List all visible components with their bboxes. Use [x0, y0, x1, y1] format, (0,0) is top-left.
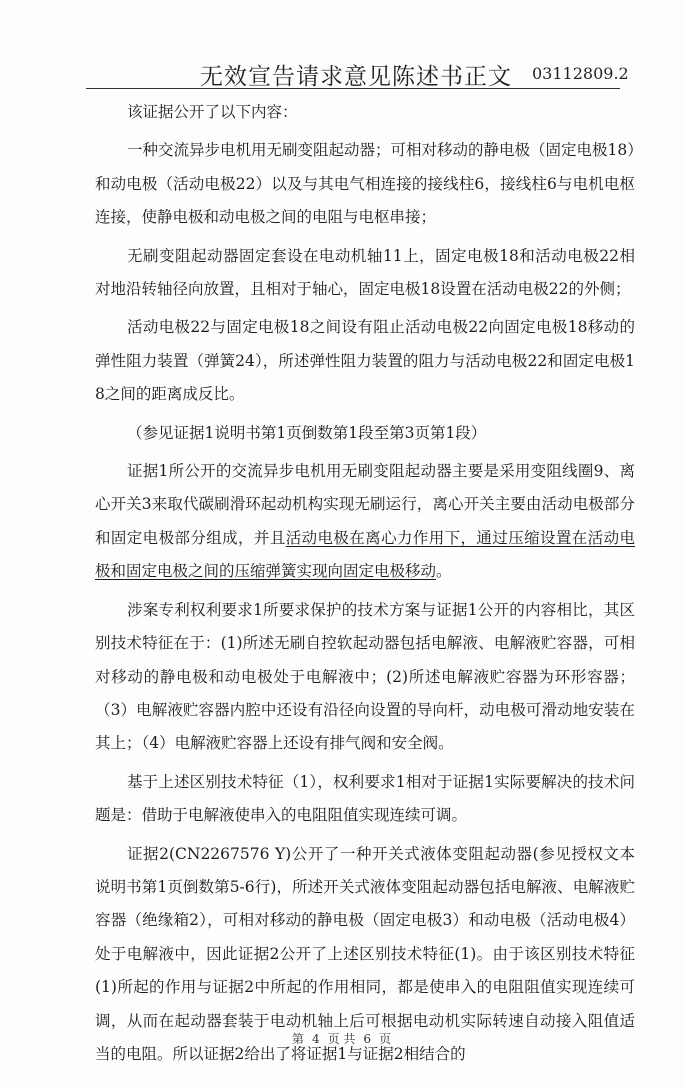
application-number: 03112809.2: [532, 64, 629, 83]
paragraph: 活动电极22与固定电极18之间设有阻止活动电极22向固定电极18移动的弹性阻力装置（弹簧24），所述弹性阻力装置的阻力与活动电极22和固定电极18之间的距离成反比。: [95, 318, 635, 404]
reference-note: （参见证据1说明书第1页倒数第1段至第3页第1段）: [127, 423, 487, 442]
paragraph-text: 。: [436, 562, 452, 581]
header-divider: [86, 88, 620, 89]
page-label: 页 共: [327, 1032, 356, 1046]
paragraph: 涉案专利权利要求1所要求保护的技术方案与证据1公开的内容相比，其区别技术特征在于：(1)所述无刷自控软起动器包括电解液、电解液贮容器，可相对移动的静电极和动电极处于电解液中；(2)所述电解液贮容器为环形容器；（3）电解液贮容器内腔中还设有沿径向设置的导向杆，动电极可滑动地安装在其上；（4）电解液贮容器上还设有排气阀和安全阀。: [95, 600, 635, 753]
page-number: 4: [311, 1032, 320, 1046]
paragraph: 该证据公开了以下内容：: [127, 103, 298, 121]
paragraph: 无刷变阻起动器固定套设在电动机轴11上，固定电极18和活动电极22相对地沿转轴径向放置，且相对于轴心，固定电极18设置在活动电极22的外侧；: [95, 246, 635, 299]
document-body: [95, 96, 635, 1076]
paragraph-text: 证据1所公开的交流异步电机用无刷变阻起动器主要是采用变阻线圈9、离心开关3来取代碳刷滑环起动机构实现无刷运行，离心开关主要由活动电极部分和固定电极部分组成，并且: [95, 462, 635, 547]
paragraph: 一种交流异步电机用无刷变阻起动器；可相对移动的静电极（固定电极18）和动电极（活动电极22）以及与其电气相连接的接线柱6，接线柱6与电机电枢连接，使静电极和动电极之间的电阻与电枢串接；: [95, 141, 635, 227]
underlined-text: 活动电极在离心力作用下，通过压缩设置在活动电极和固定电极之间的压缩弹簧实现向固定电极移动: [95, 528, 635, 581]
paragraph: [95, 455, 635, 589]
page-footer: [0, 1030, 683, 1047]
paragraph: 证据2(CN2267576 Y)公开了一种开关式液体变阻起动器(参见授权文本说明书第1页倒数第5-6行)，所述开关式液体变阻起动器包括电解液、电解液贮容器（绝缘箱2），可相对移动的静电极（固定电极3）和动电极（活动电极4）处于电解液中，因此证据2公开了上述区别技术特征(1)。由于该区别技术特征(1)所起的作用与证据2中所起的作用相同，都是使串入的电阻阻值实现连续可调，从而在起动器套装于电动机轴上后可根据电动机实际转速自动接入阻值适当的电阻。所以证据2给出了将证据1与证据2相结合的: [95, 844, 635, 1063]
page-label: 第: [291, 1032, 304, 1046]
paragraph: 基于上述区别技术特征（1），权利要求1相对于证据1实际要解决的技术问题是：借助于电解液使串入的电阻阻值实现连续可调。: [95, 772, 635, 825]
page-label: 页: [379, 1032, 392, 1046]
page-total: 6: [363, 1032, 372, 1046]
document-title: 无效宣告请求意见陈述书正文: [200, 64, 512, 90]
page-header: [0, 48, 683, 88]
